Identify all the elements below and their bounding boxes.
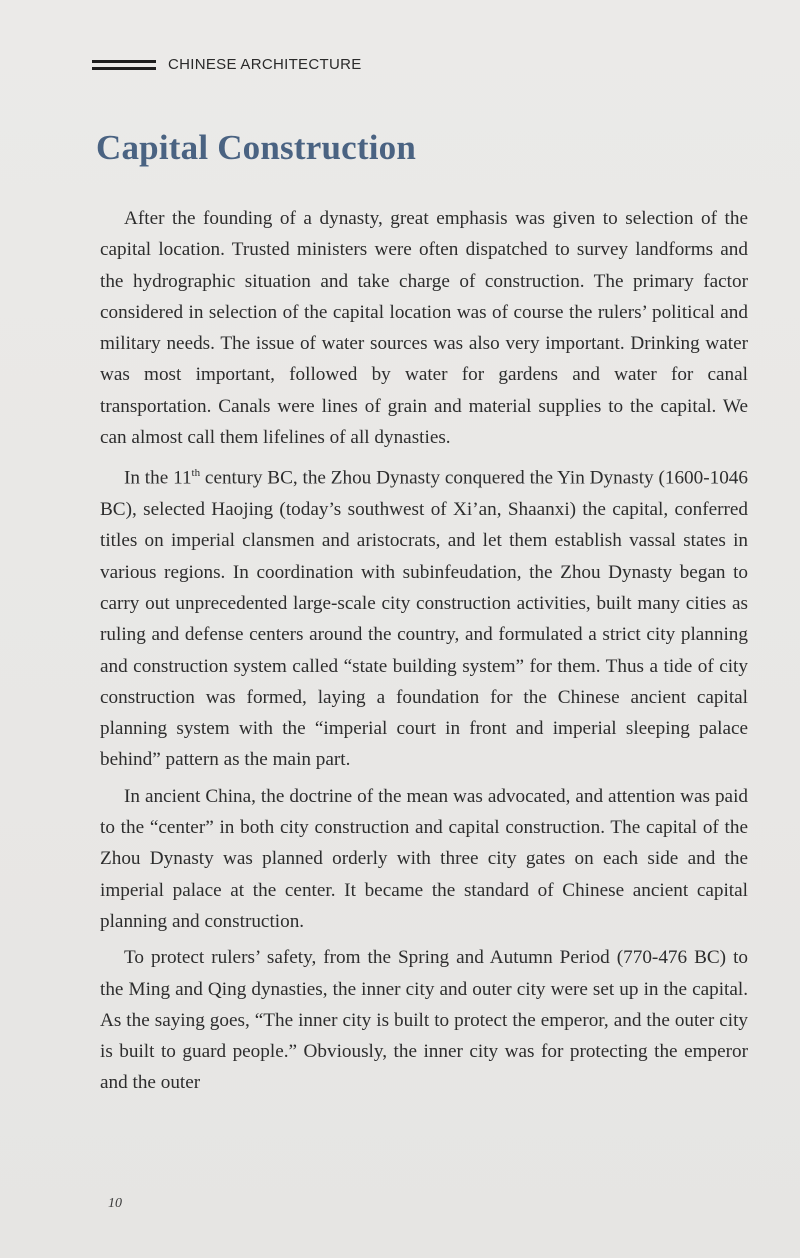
header-rule-line-top: [92, 60, 156, 63]
body-text: [100, 203, 748, 1104]
page-number: 10: [108, 1196, 122, 1211]
paragraph-4: To protect rulers’ safety, from the Spring and Autumn Period (770-476 BC) to the Ming and Qing dynasties, the inner city and outer city were set up in the capital. As the saying goes, “The inner city is built to protect the emperor, and the outer city is built to guard people.” Obviously, the inner city was for protecting the emperor and the outer: [100, 947, 748, 1094]
paragraph-2: [100, 458, 748, 775]
header-double-rule: [92, 60, 156, 70]
running-head-title: CHINESE ARCHITECTURE: [168, 56, 362, 73]
header-rule-line-bottom: [92, 67, 156, 70]
paragraph-2-lead: In the 11: [124, 467, 192, 489]
paragraph-3: In ancient China, the doctrine of the mean was advocated, and attention was paid to the “center” in both city construction and capital construction. The capital of the Zhou Dynasty was planned orderly with three city gates on each side and the imperial palace at the center. It became the standard of Chinese ancient capital planning and construction.: [100, 785, 748, 932]
paragraph-2-rest: century BC, the Zhou Dynasty conquered the Yin Dynasty (1600-1046 BC), selected Haojing (today’s southwest of Xi’an, Shaanxi) the capital, conferred titles on imperial clansmen and aristocrats, and let them establish vassal states in various regions. In coordination with subinfeudation, the Zhou Dynasty began to carry out unprecedented large-scale city construction activities, built many cities as ruling and defense centers around the country, and formulated a strict city planning and construction system called “state building system” for them. Thus a tide of city construction was formed, laying a foundation for the Chinese ancient capital planning system with the “imperial court in front and imperial sleeping palace behind” pattern as the main part.: [100, 467, 748, 771]
section-title: Capital Construction: [96, 128, 416, 167]
ordinal-superscript: th: [191, 467, 201, 480]
paragraph-1: After the founding of a dynasty, great emphasis was given to selection of the capital location. Trusted ministers were often dispatched to survey landforms and the hydrographic situation and take charge of construction. The primary factor considered in selection of the capital location was of course the rulers’ political and military needs. The issue of water sources was also very important. Drinking water was most important, followed by water for gardens and water for canal transportation. Canals were lines of grain and material supplies to the capital. We can almost call them lifelines of all dynasties.: [100, 208, 748, 449]
running-header: [92, 56, 362, 73]
